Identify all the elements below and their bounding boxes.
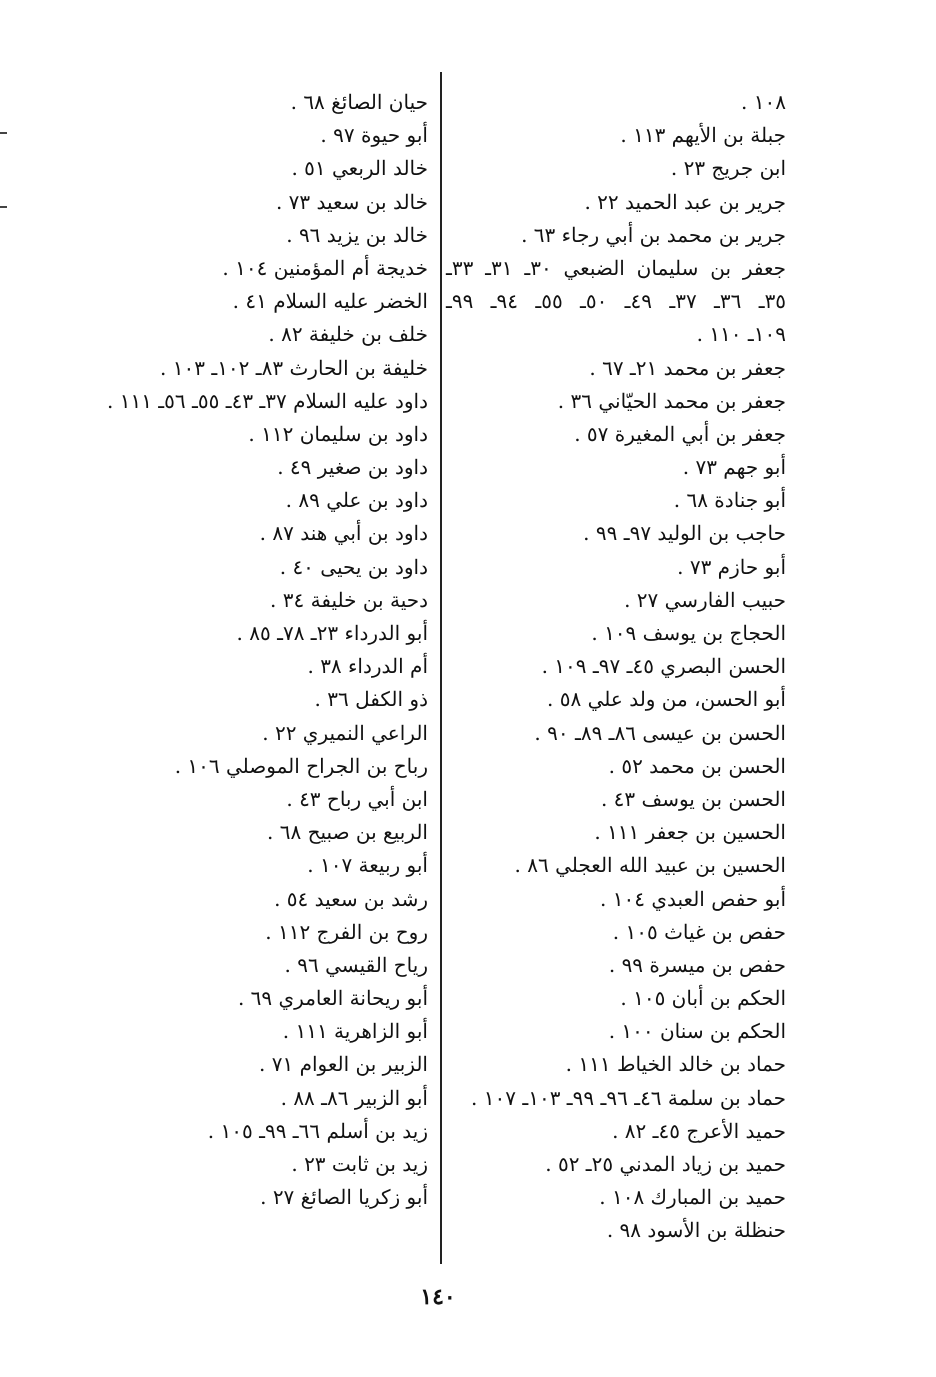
index-entry: أبو الزاهرية ١١١ . <box>282 1019 428 1044</box>
index-entry: ابن أبي رباح ٤٣ . <box>286 786 428 811</box>
left-column <box>83 86 428 1214</box>
index-entry: خليفة بن الحارث ٨٣ـ ١٠٢ـ ١٠٣ . <box>160 355 428 380</box>
index-entry: رشد بن سعيد ٥٤ . <box>274 886 428 911</box>
index-entry: داود بن يحيى ٤٠ . <box>279 554 428 579</box>
index-entry: حبيب الفارسي ٢٧ . <box>624 587 786 612</box>
index-entry: ابن جريج ٢٣ . <box>670 156 786 181</box>
index-entry: أبو حيوة ٩٧ . <box>320 123 428 148</box>
index-entry: الحسن البصري ٤٥ـ ٩٧ـ ١٠٩ . <box>541 654 786 679</box>
index-entry: حفص بن ميسرة ٩٩ . <box>608 952 786 977</box>
index-entry: حيان الصائغ ٦٨ . <box>290 90 428 114</box>
index-entry: ذو الكفل ٣٦ . <box>314 687 428 712</box>
index-entry: الحجاج بن يوسف ١٠٩ . <box>591 621 786 645</box>
index-entry: أبو زكريا الصائغ ٢٧ . <box>260 1185 428 1210</box>
index-entry: الزبير بن العوام ٧١ . <box>259 1052 428 1077</box>
index-entry: خالد بن سعيد ٧٣ . <box>275 189 428 214</box>
index-entry: داود بن أبي هند ٨٧ . <box>259 521 428 546</box>
index-entry: جعفر بن محمد الحيّاني ٣٦ . <box>557 388 786 413</box>
index-entry: داود عليه السلام ٣٧ـ ٤٣ـ ٥٥ـ ٥٦ـ ١١١ . <box>107 388 428 413</box>
index-entry: روح بن الفرج ١١٢ . <box>265 919 428 944</box>
index-entry: حميد بن زياد المدني ٢٥ـ ٥٢ . <box>545 1152 786 1176</box>
index-entry: الراعي النميري ٢٢ . <box>262 720 428 745</box>
index-entry: أبو الدرداء ٢٣ـ ٧٨ـ ٨٥ . <box>236 621 428 645</box>
index-entry: جرير بن عبد الحميد ٢٢ . <box>584 189 786 214</box>
right-column <box>446 86 786 1248</box>
index-entry: أبو حفص العبدي ١٠٤ . <box>600 886 786 911</box>
index-entry: زيد بن ثابت ٢٣ . <box>291 1152 428 1176</box>
index-entry: داود بن سليمان ١١٢ . <box>248 421 428 446</box>
index-entry: داود بن صغير ٤٩ . <box>277 455 428 480</box>
index-entry: جعفر بن محمد ٢١ـ ٦٧ . <box>589 355 786 380</box>
index-entry: أبو حازم ٧٣ . <box>677 554 786 579</box>
index-entry: خالد بن يزيد ٩٦ . <box>286 222 428 247</box>
margin-mark <box>0 132 7 134</box>
index-entry: أبو جهم ٧٣ . <box>682 455 786 480</box>
index-entry: الحكم بن أبان ١٠٥ . <box>620 986 786 1011</box>
page-number: ١٤٠ <box>420 1284 456 1310</box>
index-entry: الحكم بن سنان ١٠٠ . <box>608 1019 786 1044</box>
index-entry: الحسين بن عبيد الله العجلي ٨٦ . <box>514 853 786 878</box>
index-entry: الحسن بن عيسى ٨٦ـ ٨٩ـ ٩٠ . <box>534 720 786 745</box>
index-entry: خلف بن خليفة ٨٢ . <box>268 322 428 347</box>
index-entry: حماد بن سلمة ٤٦ـ ٩٦ـ ٩٩ـ ١٠٣ـ ١٠٧ . <box>471 1085 786 1110</box>
index-entry: ١٠٩ـ ١١٠ . <box>696 322 786 347</box>
index-entry: جعفر بن أبي المغيرة ٥٧ . <box>574 421 786 446</box>
index-entry: جرير بن محمد بن أبي رجاء ٦٣ . <box>521 222 786 247</box>
index-entry: الحسن بن محمد ٥٢ . <box>608 753 786 778</box>
index-entry: دحية بن خليفة ٣٤ . <box>270 587 428 612</box>
index-entry: الحسين بن جعفر ١١١ . <box>594 820 786 845</box>
margin-mark <box>0 206 7 208</box>
index-entry: حميد بن المبارك ١٠٨ . <box>599 1185 786 1210</box>
index-entry: حنظلة بن الأسود ٩٨ . <box>606 1218 786 1243</box>
index-entry: زيد بن أسلم ٦٦ـ ٩٩ـ ١٠٥ . <box>207 1118 428 1143</box>
index-entry: حاجب بن الوليد ٩٧ـ ٩٩ . <box>583 521 786 546</box>
index-entry: أم الدرداء ٣٨ . <box>307 654 428 679</box>
index-entry: أبو ريحانة العامري ٦٩ . <box>237 986 428 1011</box>
index-entry: أبو الزبير ٨٦ـ ٨٨ . <box>280 1085 428 1110</box>
index-entry: الخضر عليه السلام ٤١ . <box>232 289 428 314</box>
index-entry: حفص بن غياث ١٠٥ . <box>612 919 786 944</box>
index-entry: حماد بن خالد الخياط ١١١ . <box>565 1052 786 1077</box>
index-entry: خديجة أم المؤمنين ١٠٤ . <box>222 255 428 280</box>
index-entry: رياح القيسي ٩٦ . <box>284 952 428 977</box>
index-entry: جبلة بن الأيهم ١١٣ . <box>620 123 786 148</box>
index-entry: ٣٥ـ ٣٦ـ ٣٧ـ ٤٩ـ ٥٠ـ ٥٥ـ ٩٤ـ ٩٩ـ <box>446 289 787 314</box>
index-entry: خالد الربعي ٥١ . <box>291 156 428 181</box>
index-entry: داود بن علي ٨٩ . <box>285 488 428 513</box>
index-entry: رباح بن الجراح الموصلي ١٠٦ . <box>174 753 428 778</box>
index-entry: الربيع بن صبيح ٦٨ . <box>267 820 428 845</box>
index-entry: أبو جنادة ٦٨ . <box>673 488 786 513</box>
index-entry: ١٠٨ . <box>741 90 786 114</box>
index-entry: جعفر بن سليمان الضبعي ٣٠ـ ٣١ـ ٣٣ـ <box>446 255 787 280</box>
column-divider <box>440 72 442 1264</box>
index-entry: الحسن بن يوسف ٤٣ . <box>600 786 786 811</box>
index-entry: حميد الأعرج ٤٥ـ ٨٢ . <box>612 1118 786 1143</box>
index-entry: أبو ربيعة ١٠٧ . <box>307 853 428 878</box>
index-entry: أبو الحسن، من ولد علي ٥٨ . <box>547 687 786 712</box>
